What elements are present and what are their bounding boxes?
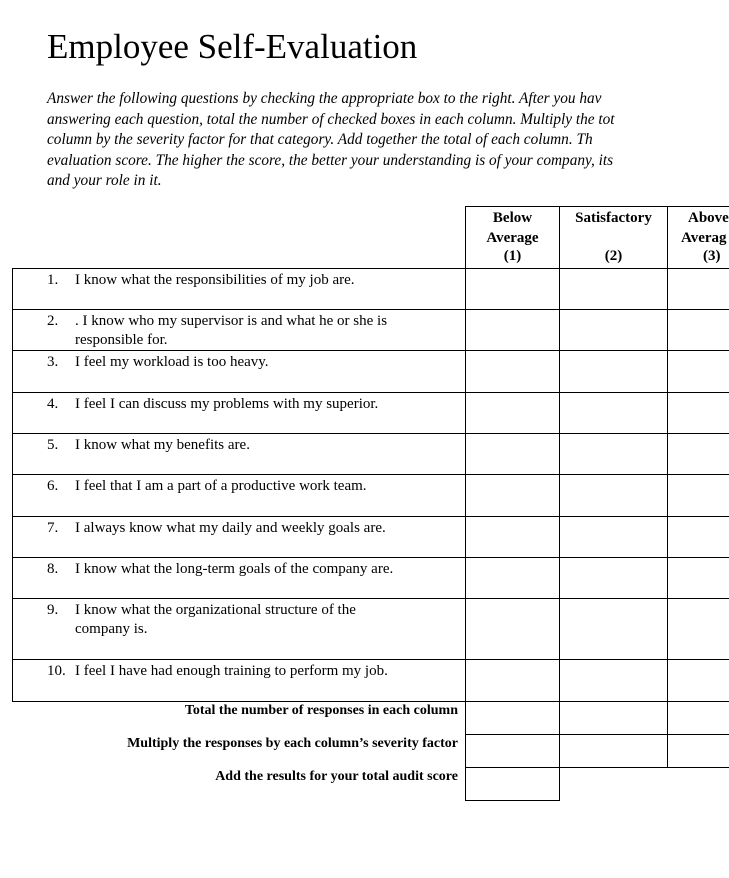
instructions xyxy=(47,89,729,192)
question-text: I feel that I am a part of a productive work team. xyxy=(75,478,367,494)
question-number: 4. xyxy=(47,396,59,412)
answer-checkbox-cell[interactable] xyxy=(559,268,668,310)
question-row xyxy=(12,659,466,702)
answer-checkbox-cell[interactable] xyxy=(667,659,729,702)
answer-checkbox-cell[interactable] xyxy=(667,474,729,517)
total-score-box[interactable] xyxy=(465,767,560,801)
multiplied-total-box[interactable] xyxy=(559,734,668,768)
column-header-line1: Above xyxy=(688,210,729,226)
answer-checkbox-cell[interactable] xyxy=(559,557,668,599)
multiply-factor-label: Multiply the responses by each column’s severity factor xyxy=(127,736,458,751)
answer-checkbox-cell[interactable] xyxy=(667,350,729,393)
question-text: I know what the responsibilities of my job are. xyxy=(75,272,355,288)
total-responses-box[interactable] xyxy=(559,701,668,735)
question-number: 1. xyxy=(47,272,59,288)
column-factor: (3) xyxy=(703,248,721,264)
column-factor: (1) xyxy=(503,248,522,264)
question-text: I know what the organizational structure of the company is. xyxy=(75,602,356,637)
answer-checkbox-cell[interactable] xyxy=(559,433,668,475)
answer-checkbox-cell[interactable] xyxy=(465,268,560,310)
total-score-label: Add the results for your total audit score xyxy=(215,769,458,784)
instructions-line: and your role in it. xyxy=(47,172,162,190)
question-row xyxy=(12,433,466,475)
question-row xyxy=(12,516,466,558)
question-number: 5. xyxy=(47,437,59,453)
answer-checkbox-cell[interactable] xyxy=(559,350,668,393)
question-text: I know what the long-term goals of the company are. xyxy=(75,561,394,577)
total-responses-box[interactable] xyxy=(465,701,560,735)
question-number: 9. xyxy=(47,602,59,618)
question-text: I know what my benefits are. xyxy=(75,437,250,453)
question-text: I always know what my daily and weekly goals are. xyxy=(75,520,386,536)
question-row xyxy=(12,309,466,351)
answer-checkbox-cell[interactable] xyxy=(559,516,668,558)
answer-checkbox-cell[interactable] xyxy=(667,309,729,351)
total-responses-box[interactable] xyxy=(667,701,729,735)
page-title: Employee Self-Evaluation xyxy=(47,27,418,66)
column-header-line2: Average xyxy=(486,230,539,246)
multiplied-total-box[interactable] xyxy=(465,734,560,768)
answer-checkbox-cell[interactable] xyxy=(465,309,560,351)
total-responses-label: Total the number of responses in each column xyxy=(184,703,458,718)
question-row xyxy=(12,392,466,434)
question-number: 10. xyxy=(47,663,66,679)
question-row xyxy=(12,474,466,517)
answer-checkbox-cell[interactable] xyxy=(667,598,729,660)
answer-checkbox-cell[interactable] xyxy=(465,474,560,517)
question-text: I feel my workload is too heavy. xyxy=(75,354,269,370)
answer-checkbox-cell[interactable] xyxy=(559,659,668,702)
answer-checkbox-cell[interactable] xyxy=(559,309,668,351)
answer-checkbox-cell[interactable] xyxy=(465,350,560,393)
answer-checkbox-cell[interactable] xyxy=(465,392,560,434)
answer-checkbox-cell[interactable] xyxy=(465,598,560,660)
answer-checkbox-cell[interactable] xyxy=(667,392,729,434)
column-header-above-average xyxy=(667,206,729,268)
answer-checkbox-cell[interactable] xyxy=(465,659,560,702)
instructions-line: evaluation score. The higher the score, the better your understanding is of your company, its xyxy=(47,151,614,169)
column-header-line1: Satisfactory xyxy=(575,210,652,226)
column-header-below-average xyxy=(465,206,560,268)
column-header-satisfactory xyxy=(559,206,668,268)
column-header-line2: Averag xyxy=(681,230,727,246)
column-header-line1: Below xyxy=(492,210,533,226)
instructions-line: column by the severity factor for that category. Add together the total of each column. Th xyxy=(47,131,593,149)
answer-checkbox-cell[interactable] xyxy=(465,516,560,558)
answer-checkbox-cell[interactable] xyxy=(559,598,668,660)
question-number: 7. xyxy=(47,520,59,536)
question-number: 2. xyxy=(47,313,59,329)
question-row xyxy=(12,350,466,393)
answer-checkbox-cell[interactable] xyxy=(667,268,729,310)
answer-checkbox-cell[interactable] xyxy=(559,474,668,517)
multiplied-total-box[interactable] xyxy=(667,734,729,768)
question-number: 6. xyxy=(47,478,59,494)
question-number: 8. xyxy=(47,561,59,577)
instructions-line: answering each question, total the number of checked boxes in each column. Multiply the tot xyxy=(47,110,615,128)
answer-checkbox-cell[interactable] xyxy=(465,433,560,475)
question-row xyxy=(12,268,466,310)
column-factor: (2) xyxy=(604,248,623,264)
instructions-line: Answer the following questions by checking the appropriate box to the right. After you hav xyxy=(47,90,602,107)
answer-checkbox-cell[interactable] xyxy=(667,516,729,558)
question-text: I feel I can discuss my problems with my superior. xyxy=(75,396,379,412)
answer-checkbox-cell[interactable] xyxy=(667,557,729,599)
answer-checkbox-cell[interactable] xyxy=(667,433,729,475)
question-row xyxy=(12,598,466,660)
question-number: 3. xyxy=(47,354,59,370)
answer-checkbox-cell[interactable] xyxy=(559,392,668,434)
question-text: I feel I have had enough training to perform my job. xyxy=(75,663,388,679)
answer-checkbox-cell[interactable] xyxy=(465,557,560,599)
question-row xyxy=(12,557,466,599)
question-text: . I know who my supervisor is and what he or she is responsible for. xyxy=(75,313,388,348)
